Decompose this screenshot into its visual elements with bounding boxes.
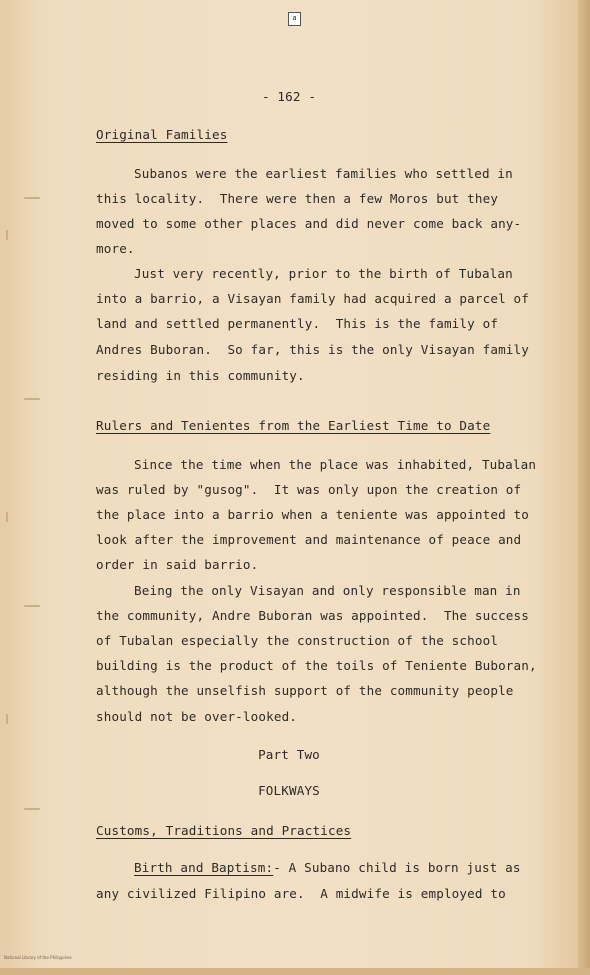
paragraph-line: look after the improvement and maintenance of peace and	[96, 532, 522, 547]
paragraph-line: although the unselfish support of the community people	[96, 683, 514, 698]
paragraph-line: the community, Andre Buboran was appointed. The success	[96, 608, 529, 623]
heading-rulers: Rulers and Tenientes from the Earliest Time to Date	[96, 418, 491, 433]
paragraph-line: Andres Buboran. So far, this is the only Visayan family	[96, 342, 529, 357]
paragraph-line: land and settled permanently. This is the family of	[96, 316, 499, 331]
heading-customs: Customs, Traditions and Practices	[96, 823, 352, 838]
paragraph-line: Since the time when the place was inhabited, Tubalan	[134, 457, 537, 472]
paragraph-line: this locality. There were then a few Moros but they	[96, 191, 499, 206]
paragraph-line: should not be over-looked.	[96, 709, 298, 724]
heading-original-families: Original Families	[96, 127, 228, 142]
subheading-text: - A Subano child is born just as	[273, 860, 521, 875]
part-title: Part Two	[258, 747, 320, 762]
paragraph-line: more.	[96, 241, 135, 256]
footer-credit: National Library of the Philippines	[4, 955, 72, 960]
paragraph-line: residing in this community.	[96, 368, 305, 383]
margin-mark	[24, 398, 40, 400]
paragraph-line: Subanos were the earliest families who settled in	[134, 166, 513, 181]
margin-mark	[24, 605, 40, 607]
paragraph-line: of Tubalan especially the construction of the school	[96, 633, 499, 648]
margin-tick	[6, 714, 8, 724]
paragraph-line: Just very recently, prior to the birth of Tubalan	[134, 266, 513, 281]
paper-edge	[578, 0, 590, 975]
margin-mark	[24, 197, 40, 199]
paragraph-line: the place into a barrio when a teniente was appointed to	[96, 507, 529, 522]
paragraph-line: building is the product of the toils of Teniente Buboran,	[96, 658, 537, 673]
page-stamp: a	[288, 12, 301, 26]
margin-tick	[6, 230, 8, 240]
margin-tick	[6, 512, 8, 522]
paragraph-line: into a barrio, a Visayan family had acquired a parcel of	[96, 291, 529, 306]
paragraph-line: any civilized Filipino are. A midwife is employed to	[96, 886, 506, 901]
paragraph-line: order in said barrio.	[96, 557, 259, 572]
paragraph-line	[134, 860, 521, 876]
section-title: FOLKWAYS	[258, 783, 320, 798]
margin-mark	[24, 808, 40, 810]
paragraph-line: Being the only Visayan and only responsible man in	[134, 583, 521, 598]
page-number: - 162 -	[261, 89, 317, 104]
paper-edge	[0, 968, 590, 975]
paragraph-line: was ruled by "gusog". It was only upon the creation of	[96, 482, 522, 497]
subheading-birth-baptism: Birth and Baptism:	[134, 860, 274, 875]
paragraph-line: moved to some other places and did never come back any-	[96, 216, 522, 231]
